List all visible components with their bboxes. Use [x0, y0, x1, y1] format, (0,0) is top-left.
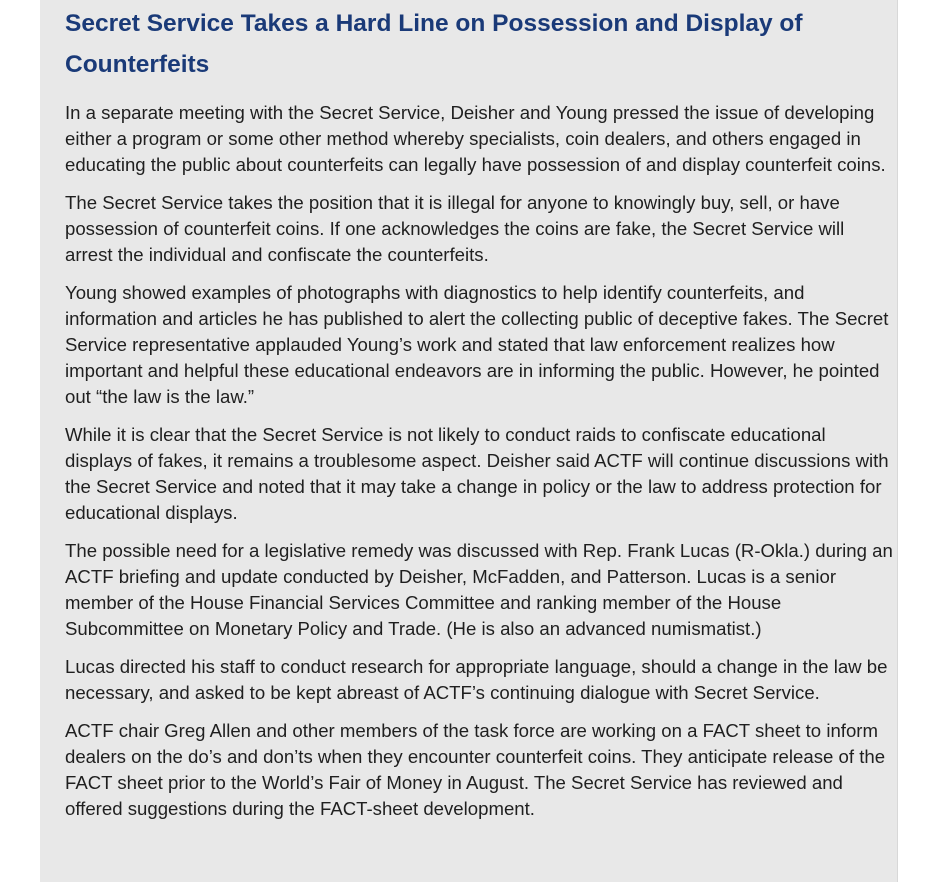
paragraph: Young showed examples of photographs with diagnostics to help identify counterfeits, and information and articles he has published to alert the collecting public of deceptive fakes. The Secret Service representative applauded Young’s work and stated that law enforcement realizes how important and helpful these educational endeavors are in informing the public. However, he pointed out “the law is the law.” [65, 282, 889, 407]
paragraph: ACTF chair Greg Allen and other members of the task force are working on a FACT sheet to inform dealers on the do’s and don’ts when they encounter counterfeit coins. They anticipate release of the FACT sheet prior to the World’s Fair of Money in August. The Secret Service has reviewed and offered suggestions during the FACT-sheet development. [65, 720, 886, 819]
paragraph: The Secret Service takes the position that it is illegal for anyone to knowingly buy, sell, or have possession of counterfeit coins. If one acknowledges the coins are fake, the Secret Service will arrest the individual and confiscate the counterfeits. [65, 192, 845, 265]
paragraph: Lucas directed his staff to conduct research for appropriate language, should a change in the law be necessary, and asked to be kept abreast of ACTF’s continuing dialogue with Secret Service. [65, 656, 888, 703]
paragraph: While it is clear that the Secret Service is not likely to conduct raids to confiscate educational displays of fakes, it remains a troublesome aspect. Deisher said ACTF will continue discussions with the Secret Service and noted that it may take a change in policy or the law to address protection for educational displays. [65, 424, 889, 523]
paragraph: In a separate meeting with the Secret Service, Deisher and Young pressed the issue of developing either a program or some other method whereby specialists, coin dealers, and others engaged in educating the public about counterfeits can legally have possession of and display counterfeit coins. [65, 102, 886, 175]
paragraph: The possible need for a legislative remedy was discussed with Rep. Frank Lucas (R-Okla.) during an ACTF briefing and update conducted by Deisher, McFadden, and Patterson. Lucas is a senior member of the House Financial Services Committee and ranking member of the House Subcommittee on Monetary Policy and Trade. (He is also an advanced numismatist.) [65, 540, 893, 639]
article-content [65, 0, 893, 834]
article-heading: Secret Service Takes a Hard Line on Possession and Display of Counterfeits [65, 10, 803, 78]
article-panel [40, 0, 898, 882]
